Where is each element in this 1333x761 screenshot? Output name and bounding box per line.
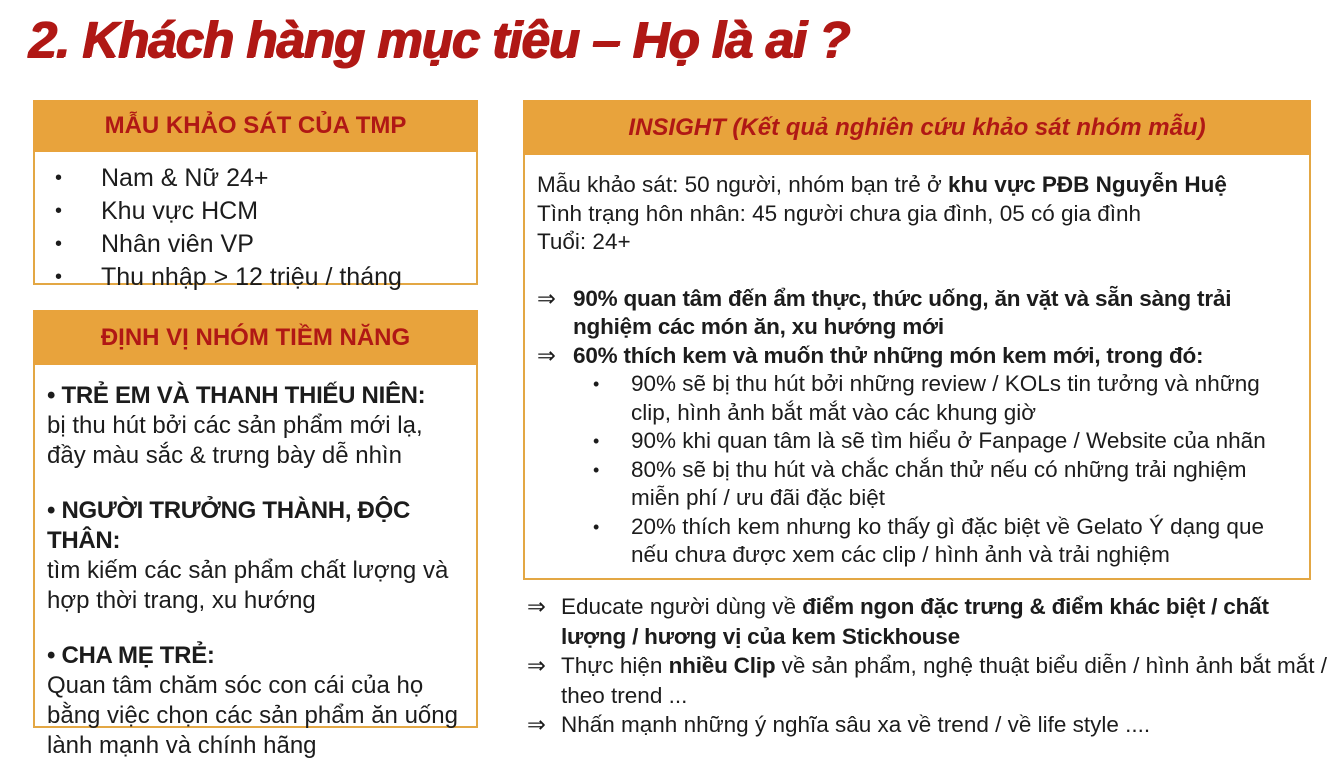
- target-group: [47, 641, 466, 761]
- insight-sub-bullet-row: [587, 456, 1295, 513]
- intro-normal-text: Tình trạng hôn nhân: 45 người chưa gia đình, 05 có gia đình: [537, 200, 1142, 226]
- takeaway-row: [527, 592, 1327, 651]
- insight-sub-bullet-text: 90% sẽ bị thu hút bởi những review / KOLs tin tưởng và những clip, hình ảnh bắt mắt vào các khung giờ: [631, 371, 1260, 425]
- survey-bullet-label: Khu vực HCM: [101, 197, 259, 225]
- page-title: 2. Khách hàng mục tiêu – Họ là ai ?: [28, 11, 849, 68]
- bullet-icon: •: [55, 200, 63, 222]
- arrow-icon: ⇒: [537, 342, 556, 368]
- arrow-icon: ⇒: [527, 712, 546, 737]
- target-group-desc: Quan tâm chăm sóc con cái của họ bằng việc chọn các sản phẩm ăn uống lành mạnh và chính hãng: [47, 672, 458, 759]
- positioning-box: [33, 310, 478, 759]
- bullet-icon: •: [593, 459, 600, 480]
- insight-sub-bullet-text: 80% sẽ bị thu hút và chắc chắn thử nếu có những trải nghiệm miễn phí / ưu đãi đặc biệt: [631, 456, 1247, 510]
- takeaway-pre-text: Nhấn mạnh những ý nghĩa sâu xa về trend / về life style ....: [561, 712, 1151, 737]
- bullet-icon: •: [593, 374, 600, 394]
- takeaway-post-text: về sản phẩm, nghệ thuật biểu diễn / hình ảnh bắt mắt / theo trend ...: [561, 653, 1328, 708]
- target-group-desc: tìm kiếm các sản phẩm chất lượng và hợp thời trang, xu hướng: [47, 557, 449, 614]
- arrow-icon: ⇒: [527, 594, 546, 619]
- target-group: [47, 381, 466, 471]
- takeaway-row: [527, 651, 1327, 710]
- survey-bullet-label: Nam & Nữ 24+: [101, 164, 269, 192]
- insight-sub-bullet-row: [587, 427, 1295, 456]
- insight-finding-text: 60% thích kem và muốn thử những món kem mới, trong đó:: [573, 342, 1204, 368]
- insight-intro-line: [537, 171, 1295, 200]
- insight-sub-bullet-row: [587, 513, 1295, 570]
- insight-findings: [537, 285, 1295, 371]
- arrow-icon: ⇒: [527, 653, 546, 678]
- bullet-icon: •: [55, 167, 63, 189]
- survey-bullet-label: Nhân viên VP: [101, 230, 254, 258]
- insight-finding-row: [537, 342, 1295, 371]
- insight-box: [523, 100, 1311, 580]
- takeaway-text: [561, 651, 1327, 710]
- survey-sample-box: [33, 100, 478, 291]
- survey-box-body: [33, 152, 478, 291]
- target-group-label: • NGƯỜI TRƯỞNG THÀNH, ĐỘC THÂN:: [47, 497, 410, 554]
- target-group-label: • TRẺ EM VÀ THANH THIẾU NIÊN:: [47, 382, 426, 409]
- bullet-icon: •: [593, 516, 600, 537]
- bullet-icon: •: [55, 233, 63, 255]
- insight-finding-row: [537, 285, 1295, 342]
- survey-bullet-item: [55, 162, 470, 195]
- insight-sub-bullets: [587, 370, 1295, 570]
- insight-intro: [537, 171, 1295, 257]
- survey-bullet-item: [55, 228, 470, 261]
- target-group-desc: bị thu hút bởi các sản phẩm mới lạ, đầy màu sắc & trưng bày dễ nhìn: [47, 412, 423, 469]
- insight-intro-line: [537, 228, 1295, 257]
- survey-bullet-item: [55, 261, 470, 294]
- bullet-icon: •: [593, 431, 600, 451]
- insight-sub-bullet-row: [587, 370, 1295, 427]
- positioning-box-header: ĐỊNH VỊ NHÓM TIỀM NĂNG: [33, 310, 478, 365]
- intro-bold-text: khu vực PĐB Nguyễn Huệ: [948, 172, 1227, 197]
- takeaway-text: [561, 710, 1150, 740]
- takeaway-pre-text: Thực hiện: [561, 653, 669, 678]
- takeaway-list: [527, 592, 1327, 740]
- target-group-label: • CHA MẸ TRẺ:: [47, 642, 215, 669]
- insight-finding-text: 90% quan tâm đến ẩm thực, thức uống, ăn vặt và sẵn sàng trải nghiệm các món ăn, xu hướng mới: [573, 285, 1232, 339]
- takeaway-pre-text: Educate người dùng về: [561, 594, 803, 619]
- positioning-box-body: [33, 365, 478, 759]
- takeaway-bold-text: điểm ngon đặc trưng & điểm khác biệt / chất lượng / hương vị của kem Stickhouse: [561, 594, 1269, 649]
- insight-box-body: [523, 155, 1311, 580]
- target-group: [47, 496, 466, 616]
- arrow-icon: ⇒: [537, 285, 556, 311]
- intro-normal-text: Tuổi: 24+: [537, 229, 631, 254]
- insight-sub-bullet-text: 20% thích kem nhưng ko thấy gì đặc biệt về Gelato Ý dạng que nếu chưa được xem các clip / hình ảnh và trải nghiệm: [631, 513, 1264, 567]
- insight-sub-bullet-text: 90% khi quan tâm là sẽ tìm hiểu ở Fanpage / Website của nhãn: [631, 428, 1266, 453]
- survey-box-header: MẪU KHẢO SÁT CỦA TMP: [33, 100, 478, 152]
- survey-bullet-item: [55, 195, 470, 228]
- insight-intro-line: [537, 200, 1295, 229]
- takeaway-bold-text: nhiều Clip: [668, 653, 776, 678]
- intro-normal-text: Mẫu khảo sát: 50 người, nhóm bạn trẻ ở: [537, 172, 949, 197]
- bullet-icon: •: [55, 266, 63, 288]
- takeaway-row: [527, 710, 1327, 740]
- takeaway-text: [561, 592, 1327, 651]
- survey-bullet-label: Thu nhập > 12 triệu / tháng: [101, 263, 402, 291]
- insight-box-header: INSIGHT (Kết quả nghiên cứu khảo sát nhóm mẫu): [523, 100, 1311, 155]
